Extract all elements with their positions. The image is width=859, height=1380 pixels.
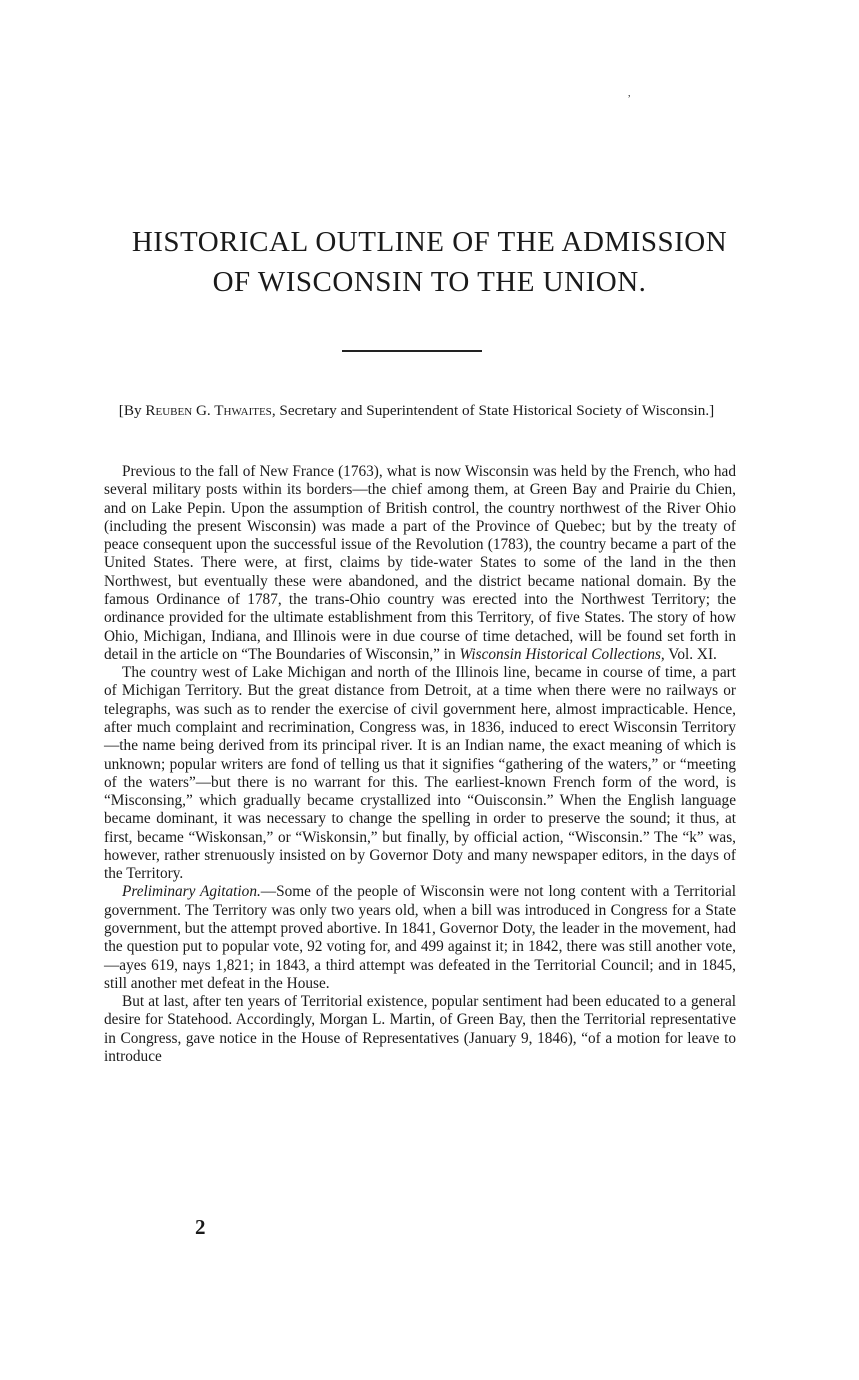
section-heading-preliminary-agitation: Preliminary Agitation.	[122, 883, 261, 901]
paragraph-1	[104, 463, 736, 664]
byline	[104, 401, 729, 420]
paragraph-2: The country west of Lake Michigan and north of the Illinois line, became in course of time, a part of Michigan Territory. But the great distance from Detroit, at a time when there were no railways or telegraphs, was such as to render the exercise of civil government here, almost impracticable. Hence, after much complaint and recrimination, Congress was, in 1836, induced to erect Wisconsin Territory—the name being derived from its principal river. It is an Indian name, the exact meaning of which is unknown; popular writers are fond of telling us that it signifies “gathering of the waters,” or “meeting of the waters”—but there is no warrant for this. The earliest-known French form of the word, is “Misconsing,” which gradually became crystallized into “Ouisconsin.” When the English language became dominant, it was necessary to change the spelling in order to preserve the sound; it thus, at first, became “Wiskonsan,” or “Wiskonsin,” but finally, by official action, “Wisconsin.” The “k” was, however, rather strenuously insisted on by Governor Doty and many newspaper editors, in the days of the Territory.	[104, 664, 736, 883]
title-divider	[342, 350, 482, 352]
byline-rest: , Secretary and Superintendent of State Historical Society of Wisconsin.]	[271, 402, 715, 419]
title-line-2: OF WISCONSIN TO THE UNION.	[212, 266, 647, 298]
page-number: 2	[195, 1215, 206, 1239]
scan-speck: ,	[628, 88, 631, 99]
paragraph-1-text: Previous to the fall of New France (1763), what is now Wisconsin was held by the French, who had several military posts within its borders—the chief among them, at Green Bay and Prairie du Chien, and on Lake Pepin. Upon the assumption of British control, the country northwest of the River Ohio (including the present Wisconsin) was made a part of the Province of Quebec; but by the treaty of peace consequent upon the successful issue of the Revolution (1783), the country became a part of the United States. There were, at first, claims by tide-water States to some of the land in the then Northwest, but eventually these were abandoned, and the district became national domain. By the famous Ordinance of 1787, the trans-Ohio country was erected into the Northwest Territory; the ordinance provided for the ultimate establishment from this Territory, of five States. The story of how Ohio, Michigan, Indiana, and Illinois were in due course of time detached, will be found set forth in detail in the article on “The Boundaries of Wisconsin,” in	[104, 463, 736, 663]
byline-author: Reuben G. Thwaites	[145, 402, 272, 419]
paragraph-3-text: —Some of the people of Wisconsin were not long content with a Territorial government. The Territory was only two years old, when a bill was introduced in Congress for a State government, but the attempt proved abortive. In 1841, Governor Doty, the leader in the movement, had the question put to popular vote, 92 voting for, and 499 against it; in 1842, there was still another vote,—ayes 619, nays 1,821; in 1843, a third attempt was defeated in the Territorial Council; and in 1845, still another met defeat in the House.	[104, 883, 736, 992]
article-body	[104, 463, 736, 1066]
page-title	[80, 222, 779, 302]
paragraph-3	[104, 883, 736, 993]
paragraph-1-end: Vol. XI.	[664, 645, 717, 663]
paragraph-4: But at last, after ten years of Territorial existence, popular sentiment had been educated to a general desire for Statehood. Accordingly, Morgan L. Martin, of Green Bay, then the Territorial representative in Congress, gave notice in the House of Representatives (January 9, 1846), “of a motion for leave to introduce	[104, 993, 736, 1065]
title-line-1: HISTORICAL OUTLINE OF THE ADMISSION	[131, 226, 728, 258]
byline-open: [By	[118, 402, 146, 419]
paragraph-1-citation: Wisconsin Historical Collections,	[459, 645, 665, 663]
